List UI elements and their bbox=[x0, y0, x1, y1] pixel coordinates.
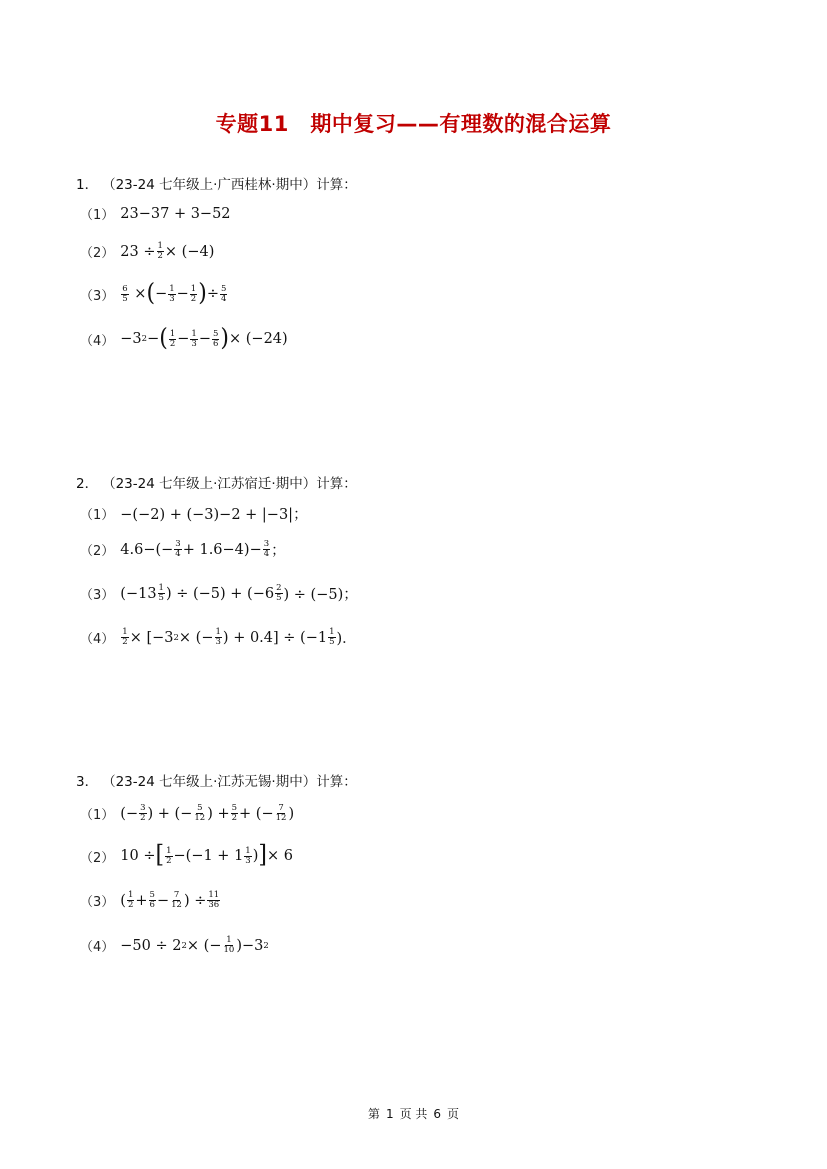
question-3-item-2 bbox=[80, 841, 293, 870]
item-label: （4） bbox=[80, 940, 115, 955]
question-1-item-3 bbox=[80, 279, 228, 308]
question-1-heading bbox=[76, 173, 357, 193]
math-expression: −50 ÷ 2 2 × (− $\frac{1}{10}$ )−3 2 bbox=[120, 935, 269, 955]
math-expression: 10 ÷ [ $\frac{1}{2}$ −(−1 + 1 $\frac{1}{3}$ ) ] × 6 bbox=[120, 841, 293, 870]
question-source: （23-24 七年级上·广西桂林·期中）计算： bbox=[102, 177, 357, 193]
item-label: （3） bbox=[80, 288, 115, 304]
math-expression: 23−37 + 3−52 bbox=[120, 205, 231, 222]
question-3-item-1 bbox=[80, 804, 294, 823]
question-3-item-3 bbox=[80, 891, 221, 910]
question-1-item-2 bbox=[80, 242, 214, 261]
footer-page-label: 第 bbox=[367, 1107, 380, 1121]
item-label: （4） bbox=[80, 333, 115, 349]
footer-page-end: 页 bbox=[447, 1107, 460, 1121]
question-source: （23-24 七年级上·江苏无锡·期中）计算： bbox=[102, 774, 357, 790]
question-number: 3． bbox=[76, 774, 99, 790]
question-3-item-4 bbox=[80, 936, 269, 955]
math-expression: (− $\frac{3}{2}$ ) + (− $\frac{5}{12}$ ) + $\frac{5}{2}$ + (− $\frac{7}{12}$ ) bbox=[120, 803, 295, 823]
item-label: （2） bbox=[80, 850, 115, 866]
question-2-item-2 bbox=[80, 539, 286, 560]
item-label: （1） bbox=[80, 508, 115, 523]
footer-total-pages: 6 bbox=[433, 1107, 442, 1121]
question-1-item-1 bbox=[80, 204, 231, 223]
math-expression: $\frac{6}{5}$ × ( − $\frac{1}{3}$ − $\frac{1}{2}$ ) ÷ $\frac{5}{4}$ bbox=[122, 279, 227, 308]
item-label: （1） bbox=[80, 208, 115, 223]
math-expression: $\frac{1}{2}$ × [−3 2 × (− $\frac{1}{3}$ ) + 0.4] ÷ (−1 $\frac{1}{5}$ )． bbox=[122, 627, 357, 647]
math-expression: ( $\frac{1}{2}$ + $\frac{5}{6}$ − $\frac{7}{12}$ ) ÷ $\frac{11}{36}$ bbox=[120, 890, 220, 910]
math-expression: 4.6−(− $\frac{3}{4}$ + 1.6−4)− $\frac{3}{4}$ ； bbox=[120, 539, 286, 559]
question-3-heading bbox=[76, 770, 357, 790]
item-label: （2） bbox=[80, 246, 115, 261]
question-number: 2． bbox=[76, 476, 99, 492]
question-source: （23-24 七年级上·江苏宿迁·期中）计算： bbox=[102, 476, 357, 492]
footer-page-mid: 页 共 bbox=[399, 1107, 428, 1121]
item-label: （4） bbox=[80, 632, 115, 647]
question-2-heading bbox=[76, 472, 357, 492]
question-2-item-3 bbox=[80, 583, 358, 604]
question-1-item-4 bbox=[80, 324, 288, 353]
question-2-item-4 bbox=[80, 627, 357, 648]
item-label: （1） bbox=[80, 808, 115, 823]
page-footer bbox=[0, 1105, 827, 1122]
page-title: 专题11 期中复习——有理数的混合运算 bbox=[215, 112, 612, 136]
footer-page-number: 1 bbox=[385, 1107, 394, 1121]
item-label: （3） bbox=[80, 588, 115, 603]
item-label: （2） bbox=[80, 544, 115, 559]
question-2-item-1 bbox=[80, 503, 308, 524]
math-expression: −3 2 − ( $\frac{1}{2}$ − $\frac{1}{3}$ − $\frac{5}{6}$ ) × (−24) bbox=[120, 324, 288, 353]
question-number: 1． bbox=[76, 177, 99, 193]
item-label: （3） bbox=[80, 895, 115, 910]
math-expression: −(−2) + (−3)−2 + |−3|； bbox=[120, 507, 308, 523]
math-expression: 23 ÷ $\frac{1}{2}$ × (−4) bbox=[120, 241, 215, 261]
math-expression: (−13 $\frac{1}{5}$ ) ÷ (−5) + (−6 $\frac{2}{5}$ ) ÷ (−5)； bbox=[120, 583, 358, 603]
